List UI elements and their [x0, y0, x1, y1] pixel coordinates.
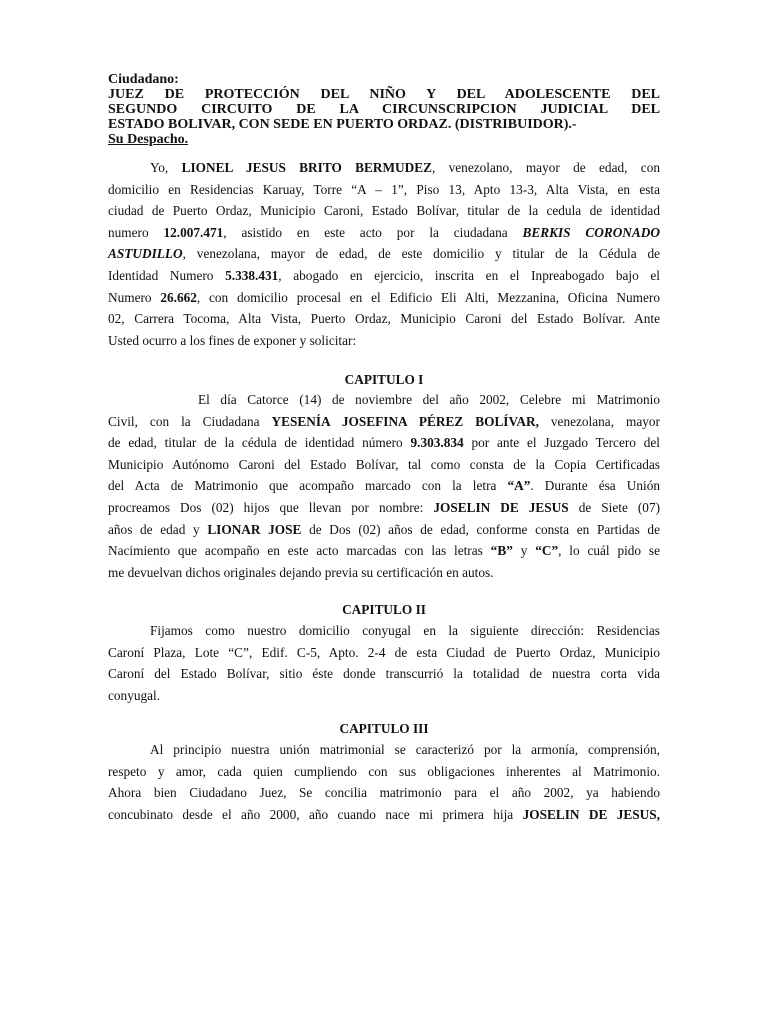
lawyer-id: 5.338.431 — [225, 267, 279, 283]
lawyer-name: BERKIS CORONADO — [522, 224, 660, 240]
inpreabogado-number: 26.662 — [160, 289, 197, 305]
chapter-1-line: Civil, con la Ciudadana YESENÍA JOSEFINA PÉREZ BOLÍVAR, venezolana, mayor — [108, 413, 660, 429]
chapter-3-title: CAPITULO III — [339, 721, 429, 736]
child-2-name: LIONAR JOSE — [207, 521, 302, 537]
chapter-2-line: Caroní del Estado Bolívar, sitio éste donde transcurrió la totalidad de nuestra corta vida — [108, 666, 660, 682]
intro-line: ciudad de Puerto Ordaz, Municipio Caroni, Estado Bolívar, titular de la cedula de identidad — [108, 203, 660, 219]
intro-line: 02, Carrera Tocoma, Alta Vista, Puerto Ordaz, Municipio Caroni del Estado Bolívar. Ante — [108, 311, 660, 327]
chapter-2-title: CAPITULO II — [342, 602, 426, 617]
intro-line: Yo, LIONEL JESUS BRITO BERMUDEZ, venezolano, mayor de edad, con — [150, 160, 660, 175]
chapter-1-line: de edad, titular de la cédula de identidad número 9.303.834 por ante el Juzgado Tercero del — [108, 435, 660, 451]
chapter-2-line: conyugal. — [108, 687, 161, 703]
petitioner-name: LIONEL JESUS BRITO BERMUDEZ — [181, 160, 432, 175]
intro-line: ASTUDILLO, venezolana, mayor de edad, de este domicilio y titular de la Cédula de — [108, 246, 660, 262]
petitioner-id: 12.007.471 — [163, 224, 224, 240]
intro-line: Numero 26.662, con domicilio procesal en el Edificio Eli Alti, Mezzanina, Oficina Numero — [108, 289, 660, 305]
chapter-1-line: años de edad y LIONAR JOSE de Dos (02) años de edad, conforme consta en Partidas de — [108, 521, 660, 537]
court-line-3: ESTADO BOLIVAR, CON SEDE EN PUERTO ORDAZ. (DISTRIBUIDOR).- — [108, 117, 577, 132]
chapter-3-line: Ahora bien Ciudadano Juez, Se concilia matrimonio para el año 2002, ya habiendo — [108, 785, 660, 801]
chapter-1-line: Municipio Autónomo Caroni del Estado Bolívar, tal como consta de la Copia Certificadas — [108, 456, 660, 472]
exhibit-b-label: “B” — [490, 543, 513, 559]
spouse-name: YESENÍA JOSEFINA PÉREZ BOLÍVAR, — [271, 413, 539, 429]
chapter-3-line: Al principio nuestra unión matrimonial se caracterizó por la armonía, comprensión, — [150, 742, 660, 757]
exhibit-a-label: “A” — [507, 478, 531, 494]
chapter-2-paragraph — [108, 620, 660, 706]
chapter-3-line: concubinato desde el año 2000, año cuando nace mi primera hija JOSELIN DE JESUS, — [108, 806, 660, 822]
intro-line: Identidad Numero 5.338.431, abogado en ejercicio, inscrita en el Inpreabogado bajo el — [108, 267, 660, 283]
intro-line: numero 12.007.471, asistido en este acto por la ciudadana BERKIS CORONADO — [108, 224, 660, 240]
chapter-2-line: Caroní Plaza, Lote “C”, Edif. C-5, Apto. 2-4 de esta Ciudad de Puerto Ordaz, Municipio — [108, 644, 660, 660]
chapter-1-line: me devuelvan dichos originales dejando previa su certificación en autos. — [108, 564, 494, 580]
chapter-1-paragraph — [108, 389, 660, 583]
intro-line: Usted ocurro a los fines de exponer y solicitar: — [108, 332, 357, 348]
chapter-1-line: procreamos Dos (02) hijos que llevan por nombre: JOSELIN DE JESUS de Siete (07) — [108, 499, 661, 515]
addressee-label: Ciudadano: — [108, 72, 179, 87]
exhibit-c-label: “C” — [535, 543, 559, 559]
intro-paragraph — [108, 157, 660, 351]
court-line-1: JUEZ DE PROTECCIÓN DEL NIÑO Y DEL ADOLESCENTE DEL — [108, 87, 660, 102]
lawyer-surname: ASTUDILLO — [108, 246, 183, 262]
chapter-3-paragraph — [108, 739, 660, 825]
spouse-id: 9.303.834 — [410, 435, 464, 451]
addressee-header — [108, 72, 660, 147]
despacho-label: Su Despacho. — [108, 132, 189, 147]
chapter-2-line: Fijamos como nuestro domicilio conyugal en la siguiente dirección: Residencias — [150, 623, 660, 638]
chapter-1-line: Nacimiento que acompaño en este acto marcadas con las letras “B” y “C”, lo cuál pido se — [108, 543, 661, 559]
child-1-name: JOSELIN DE JESUS — [433, 499, 569, 515]
child-1-name-repeat: JOSELIN DE JESUS, — [522, 806, 660, 822]
court-line-2: SEGUNDO CIRCUITO DE LA CIRCUNSCRIPCION JUDICIAL DEL — [108, 102, 660, 117]
chapter-3-line: respeto y amor, cada quien cumpliendo con sus obligaciones inherentes al Matrimonio. — [108, 763, 660, 779]
chapter-1-line: El día Catorce (14) de noviembre del año 2002, Celebre mi Matrimonio — [198, 392, 660, 407]
chapter-1-line: del Acta de Matrimonio que acompaño marcado con la letra “A”. Durante ésa Unión — [108, 478, 660, 494]
chapter-1-title: CAPITULO I — [344, 372, 424, 387]
intro-line: domicilio en Residencias Karuay, Torre “A – 1”, Piso 13, Apto 13-3, Alta Vista, en esta — [108, 181, 660, 197]
